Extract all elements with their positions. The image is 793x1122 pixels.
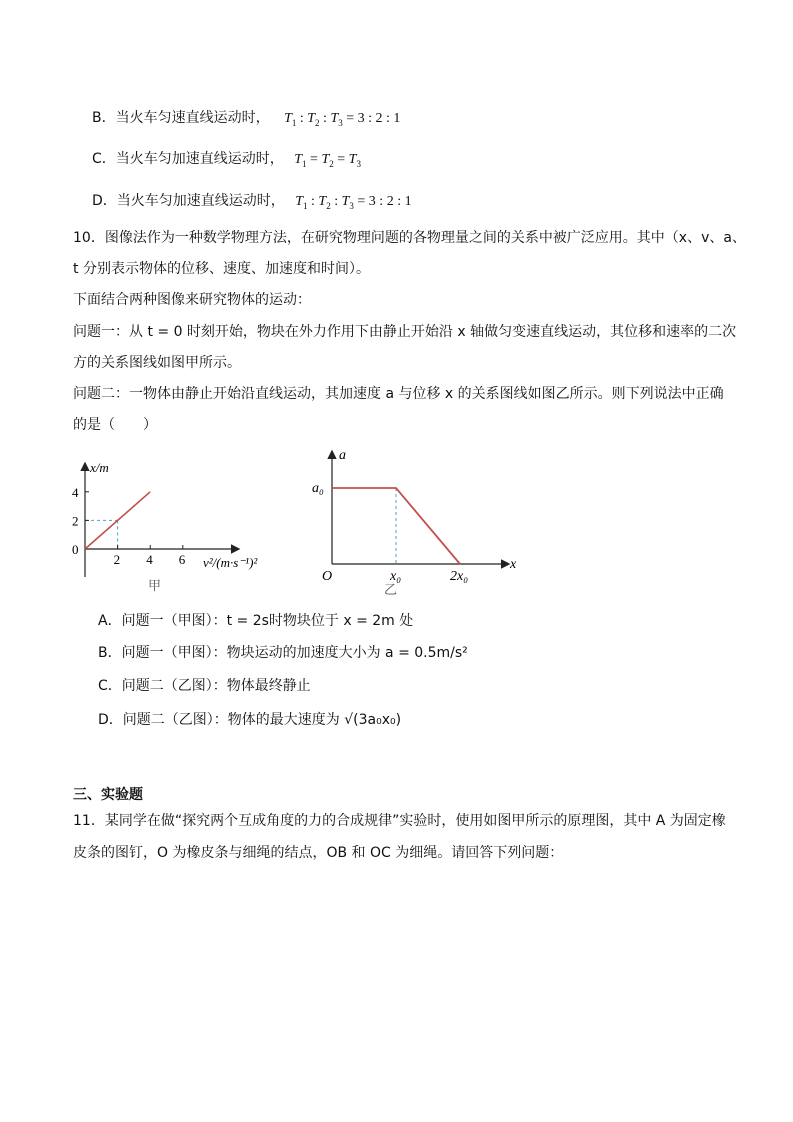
x-tick-label: 6 <box>178 552 186 567</box>
chart-caption: 乙 <box>384 582 398 597</box>
x-tick-label: 2 <box>113 552 121 567</box>
q10-option-a: A．问题一（甲图）：t = 2s时物块位于 x = 2m 处 <box>98 613 414 629</box>
y-tick-label: 2 <box>72 513 79 529</box>
q9-option-b: B．当火车匀速直线运动时， $T_1$ : $T_2$ : $T_3 = 3$ : 2 : 1 <box>92 110 401 128</box>
q10-line-4: 问题一：从 t = 0 时刻开始，物块在外力作用下由静止开始沿 x 轴做匀变速直线运动，其位移和速率的二次 <box>73 324 737 340</box>
q9-option-d: D．当火车匀加速直线运动时， $T_1$ : $T_2$ : $T_3 = 3$ : 2 : 1 <box>92 193 412 211</box>
q10-line-7: 的是（ ） <box>73 417 157 433</box>
q9-option-d-formula: $T_1$ : $T_2$ : $T_3 = 3$ : 2 : 1 <box>295 194 412 211</box>
q10-line-5: 方的关系图线如图甲所示。 <box>73 355 241 371</box>
x-axis-label: v²/(m·s⁻¹)² <box>203 555 258 570</box>
q10-option-c: C．问题二（乙图）：物体最终静止 <box>98 678 311 694</box>
q11-line-1: 11．某同学在做“探究两个互成角度的力的合成规律”实验时，使用如图甲所示的原理图，其中 A 为固定橡 <box>73 813 726 829</box>
q10-line-1: 10．图像法作为一种数学物理方法，在研究物理问题的各物理量之间的关系中被广泛应用。其中（x、v、a、 <box>73 230 746 246</box>
q10-line-2: t 分别表示物体的位移、速度、加速度和时间）。 <box>73 261 370 277</box>
q10-option-d: D．问题二（乙图）：物体的最大速度为 √(3a₀x₀) <box>98 712 402 728</box>
x-axis-label: x <box>510 557 517 572</box>
chart-jia <box>60 452 285 602</box>
origin-label: O <box>322 569 333 584</box>
q11-line-2: 皮条的图钉，O 为橡皮条与细绳的结点，OB 和 OC 为细绳。请回答下列问题： <box>73 845 564 861</box>
y-axis-label: x/m <box>90 460 109 475</box>
q9-option-c: C．当火车匀加速直线运动时， $T_1 = T_2 = T_3$ <box>92 151 361 169</box>
section-heading: 三、实验题 <box>73 787 143 803</box>
q9-option-b-formula: $T_1$ : $T_2$ : $T_3 = 3$ : 2 : 1 <box>284 111 401 128</box>
q9-option-c-formula: $T_1 = T_2 = T_3$ <box>294 152 361 169</box>
q10-option-b: B．问题一（甲图）：物块运动的加速度大小为 a = 0.5m/s² <box>98 645 468 661</box>
y-tick-label: a₀ <box>312 481 324 496</box>
x-tick-label: x₀ <box>390 569 402 584</box>
x-tick-label: 2x₀ <box>450 569 469 584</box>
q10-line-6: 问题二：一物体由静止开始沿直线运动，其加速度 a 与位移 x 的关系图线如图乙所示。则下列说法中正确 <box>73 386 724 402</box>
y-tick-label: 4 <box>72 484 79 500</box>
y-tick-label: 0 <box>72 542 79 557</box>
q10-line-3: 下面结合两种图像来研究物体的运动： <box>73 292 311 308</box>
y-axis-label: a <box>339 448 346 463</box>
chart-yi <box>305 440 535 605</box>
x-tick-label: 4 <box>146 552 153 567</box>
chart-caption: 甲 <box>148 578 162 593</box>
